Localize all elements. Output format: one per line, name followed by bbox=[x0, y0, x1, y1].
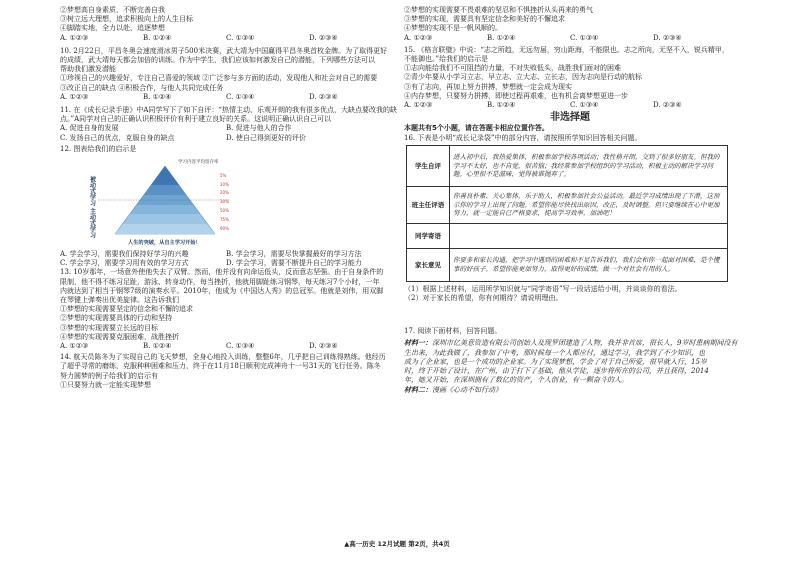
option-a: A. ①②③ bbox=[404, 101, 433, 110]
q14-item: ②梦想的实现需要不畏艰难的坚忍和不惧挫折从头再来的勇气 bbox=[404, 6, 593, 14]
option-a: A. 学会学习，需要我们保持好学习的兴趣 bbox=[60, 250, 189, 259]
q17-stem: 17. 阅读下面材料，回答问题。 bbox=[404, 327, 502, 336]
option-a: A. ①②③ bbox=[60, 92, 89, 101]
page-footer bbox=[0, 539, 794, 548]
q9-item-4: ④脚踏实地，全力以赴，追逐梦想 bbox=[60, 24, 165, 33]
q14-line: ①只要努力就一定能实现梦想 bbox=[60, 380, 151, 389]
option-a: A. 促进自身的发展 bbox=[60, 124, 119, 133]
footer-marker: ▲ bbox=[344, 540, 350, 548]
q15-options bbox=[404, 101, 736, 110]
q14-line: 了超乎寻常的磨练，克服种种困难和压力，终于在11月18日顺利完成神舟十一号31天的飞行任务。陈冬 bbox=[60, 362, 381, 371]
q9-options bbox=[60, 34, 392, 43]
q15-item: ②青少年要从小学习立志，早立志、立大志、立长志，因为志向是行动的航标 bbox=[404, 73, 642, 82]
row-header: 学生自评 bbox=[407, 145, 450, 186]
row-content: 你善良朴素、关心集体，乐于助人，积极参加社会公益活动。最近学习成绩出现了下滑，这预示你的学习上出现了问题。希望你能尽快找出原因，改正，及时调整。但只要继续在心中更加努力，就一定能自已严格要求，提高学习效率，加油吧！ bbox=[450, 186, 728, 223]
option-c: C. ①③④ bbox=[226, 33, 255, 42]
option-a: A. ①②③ bbox=[60, 342, 89, 351]
learning-pyramid-figure bbox=[90, 156, 240, 248]
q16-stem: 16. 下表是小明“成长记录袋”中的部分内容，请按照所学知识回答相关问题。 bbox=[404, 133, 642, 142]
row-content-empty[interactable] bbox=[450, 223, 728, 248]
q10-line: 帮助我们激发潜能 bbox=[60, 65, 116, 74]
row-header: 同学寄语 bbox=[407, 223, 450, 248]
option-d: D. ②③④ bbox=[309, 92, 338, 101]
option-d: D. 使自己得到更好的评价 bbox=[226, 133, 306, 142]
option-d: D. ②③④ bbox=[653, 101, 682, 110]
option-c: C. ①③④ bbox=[570, 101, 599, 110]
material-one-line: 生出来，为此我做了，我参加了中考，那时候每一个人都应付，通过学习，我学到了不少知识，也 bbox=[404, 348, 705, 357]
section-title: 非选择题 bbox=[550, 112, 590, 124]
pyramid-tier bbox=[123, 214, 207, 224]
q14-line: 14. 航天员陈冬为了实现自己的飞天梦想，全身心地投入训练，整整6年，几乎把自己训练得熟练。他经历 bbox=[60, 353, 386, 362]
option-b: B. ①②④ bbox=[487, 33, 516, 42]
retention-value: 30% bbox=[220, 199, 229, 205]
option-b: B. 学会学习，需要尽快掌握最好的学习方法 bbox=[226, 250, 362, 259]
q10-line: 10. 2月22日，平昌冬奥会速度滑冰男子500米决赛，武大靖为中国赢得平昌冬奥首枚金牌。为了取得更好 bbox=[60, 46, 388, 55]
table-row bbox=[407, 248, 728, 281]
pyramid-tier bbox=[137, 195, 193, 205]
option-c: C. 发扬自己的优点，克服自身的缺点 bbox=[60, 133, 175, 142]
pyramid-graphic bbox=[90, 156, 240, 248]
material-two-label: 材料二： bbox=[404, 385, 432, 395]
option-c: C. ①③④ bbox=[226, 92, 255, 101]
q13-line: 限制，他不得不练习足趾，游泳、转身动作，每当挫折，他就用脚趾练习钢琴，每天练习7个小时，一年 bbox=[60, 277, 380, 286]
retention-value: 75% bbox=[220, 217, 229, 223]
option-d: D. ②③④ bbox=[309, 33, 338, 42]
row-header: 班主任评语 bbox=[407, 186, 450, 223]
q9-item-3: ③树立远大理想，追求积极向上的人生目标 bbox=[60, 15, 193, 24]
passive-learning-label: 被动式学习 bbox=[88, 176, 96, 207]
table-row bbox=[407, 223, 728, 248]
q10-line: ③改正自己的缺点 ④积极合作，与他人共同完成任务 bbox=[60, 83, 224, 92]
row-content: 进入初中后，我热爱集体，积极参加学校各项活动；我性格开朗，交到了很多好朋友。但我的学习不太好，也不自觉，很苦恼；我经常参加学校组织的学习活动，积极主动的解决学习问题。心里很不是滋味，觉得被谁抛弃了。 bbox=[450, 145, 728, 186]
pyramid-tier bbox=[151, 166, 179, 185]
q13-item: ④梦想的实现需要克服困难，战胜挫折 bbox=[60, 332, 179, 341]
q14-options bbox=[404, 34, 736, 43]
option-c: C. ①③④ bbox=[226, 342, 255, 351]
material-one-line: 年，她又开始，在深圳拥有了数亿的资产，个人创业，有一颗奋斗的人。 bbox=[404, 376, 628, 385]
q11-line: 点。”A同学对自己的正确认识积极评价有利于建立良好的关系。这说明正确认识自己可以 bbox=[60, 115, 332, 124]
pyramid-caption: 人生的突破，从自主学习开始！ bbox=[128, 240, 201, 247]
q14-item: ④梦想的实现不是一帆风顺的。 bbox=[404, 24, 502, 33]
material-one-label: 材料一： bbox=[404, 338, 432, 348]
table-row bbox=[407, 186, 728, 223]
option-d: D. ②③④ bbox=[653, 33, 682, 42]
q13-line: 内就达到了相当于钢琴7级的演奏水平。2010年，他成为《中国达人秀》的总冠军。他就是刘伟，用双脚 bbox=[60, 286, 384, 295]
q15-line: 不能御也。”给我们的启示是 bbox=[404, 55, 489, 64]
material-one-line: 材料一：深圳市亿美意资造有限公司创始人及现罗团建造了人物，我并非首席，很长人，9岁时患病期间没有 bbox=[404, 338, 738, 348]
retention-value: 5% bbox=[220, 173, 227, 179]
q12-options-row1 bbox=[60, 250, 392, 259]
q14-item: ③梦想的实现，需要具有坚定信念和美好的不懈追求 bbox=[404, 15, 565, 24]
q15-line: 15. 《格言联璧》中说：“志之所趋，无远勿届，穷山距海，不能限也。志之所向，无坚不入，锐兵精甲， bbox=[404, 45, 729, 54]
retention-value: 90% bbox=[220, 226, 229, 232]
option-d: D. 学会学习，需要不断提升自己的学习能力 bbox=[226, 259, 362, 268]
q13-options bbox=[60, 342, 392, 351]
section-note: 本题共有5个小题，请在答题卡相应位置作答。 bbox=[404, 124, 549, 133]
retention-value: 50% bbox=[220, 208, 229, 214]
q16-part1: （1）根据上述材料，运用所学知识就与“同学寄语”写一段话送给小明，并谈谈你的看法。 bbox=[404, 284, 682, 293]
option-c: C. ①③④ bbox=[570, 33, 599, 42]
row-header: 家长意见 bbox=[407, 248, 450, 281]
pyramid-tier bbox=[144, 185, 186, 195]
q10-line: ①珍视自己的兴趣爱好，专注自己喜爱的领域 ②广泛参与多方面的活动，发现他人和社会对自己的需要 bbox=[60, 74, 378, 83]
pyramid-tier bbox=[130, 205, 200, 214]
q13-item: ①梦想的实现需要坚定的信念和不懈的追求 bbox=[60, 305, 193, 314]
q9-item-2: ②梦想高自身素质，不断完善自我 bbox=[60, 6, 165, 14]
option-d: D. ②③④ bbox=[309, 342, 338, 351]
row-content: 你要多和家长沟通，把学习中遇到的困难和不足告诉我们，我们会和你一起面对困难，是个懂事的好孩子。希望你能更加努力，取得更好的成绩，做一个对社会有用的人。 bbox=[450, 248, 728, 281]
material-one-line: 时，终于开始了设计，在广州，由于打下了基础，他从学徒，逐步将所在的公司，并且获得，2014 bbox=[404, 367, 709, 376]
retention-value: 10% bbox=[220, 182, 229, 188]
left-column bbox=[60, 0, 397, 390]
retention-value: 20% bbox=[220, 190, 229, 196]
right-column bbox=[404, 0, 736, 396]
option-a: A. ①②③ bbox=[60, 33, 89, 42]
q13-line: 在琴键上弹奏出优美旋律。这告诉我们 bbox=[60, 296, 179, 305]
growth-record-table bbox=[406, 145, 728, 282]
q13-item: ③梦想的实现需要立长远的目标 bbox=[60, 323, 158, 332]
table-row bbox=[407, 145, 728, 186]
q11-options-row1 bbox=[60, 124, 392, 133]
option-b: B. ①②④ bbox=[143, 92, 172, 101]
option-b: B. 促进与他人的合作 bbox=[226, 124, 292, 133]
q16-part2: （2）对于家长的希望，你有何期待？请说明理由。 bbox=[404, 294, 563, 303]
q13-line: 13. 10岁那年，一场意外使他失去了双臂。然而，他并没有向命运低头，反而意志坚强。由于自身条件的 bbox=[60, 268, 384, 277]
option-a: A. ①②③ bbox=[404, 33, 433, 42]
option-b: B. ①②④ bbox=[487, 101, 516, 110]
pyramid-tier bbox=[115, 224, 215, 234]
material-one-line: 成为了企业家，也是一个成功的企业家。为了实现梦想，学会了对于自己所爱，很早就入行，15岁 bbox=[404, 357, 707, 366]
material-two-line: 材料二：漫画《心动不如行动》 bbox=[404, 385, 502, 395]
q10-options bbox=[60, 93, 392, 102]
option-b: B. ①②④ bbox=[143, 342, 172, 351]
q13-item: ②梦想的实现需要具体的行动和坚持 bbox=[60, 314, 172, 323]
q11-options-row2 bbox=[60, 134, 392, 143]
q10-line: 的成绩，武大靖每天都会加倍的训练。作为中学生，我们应该如何激发自己的潜能，下列哪些方法可以 bbox=[60, 56, 375, 65]
footer-text: 高一历史 12月试题 第2页，共4页 bbox=[349, 540, 450, 548]
option-b: B. ①②④ bbox=[143, 33, 172, 42]
active-learning-label: 主动式学习 bbox=[88, 208, 96, 239]
q14-line: 努力圆梦的例子给我们的启示有 bbox=[60, 371, 158, 380]
q15-item: ④内存梦想，只要努力拼搏，即使过程再艰难，也有机会离梦想更进一步 bbox=[404, 91, 628, 100]
q12-stem: 12. 图表给我们的启示是 bbox=[60, 144, 137, 153]
option-c: C. 学会学习，需要学习用有效的学习方式 bbox=[60, 259, 189, 268]
pyramid-top-label: 学习内容平均留存率 bbox=[178, 160, 219, 166]
q15-item: ③有了志向，再加上努力拼搏，梦想就一定会成为现实 bbox=[404, 82, 572, 91]
q15-item: ①志向能给我们不可阻挡的力量，不对失败低头，战胜我们面对的困难 bbox=[404, 64, 621, 73]
q11-line: 11. 在《成长记录手册》中A同学写下了如下自评：“热情主动、乐观开朗的我有很多优点，大缺点要改我的缺 bbox=[60, 106, 397, 115]
